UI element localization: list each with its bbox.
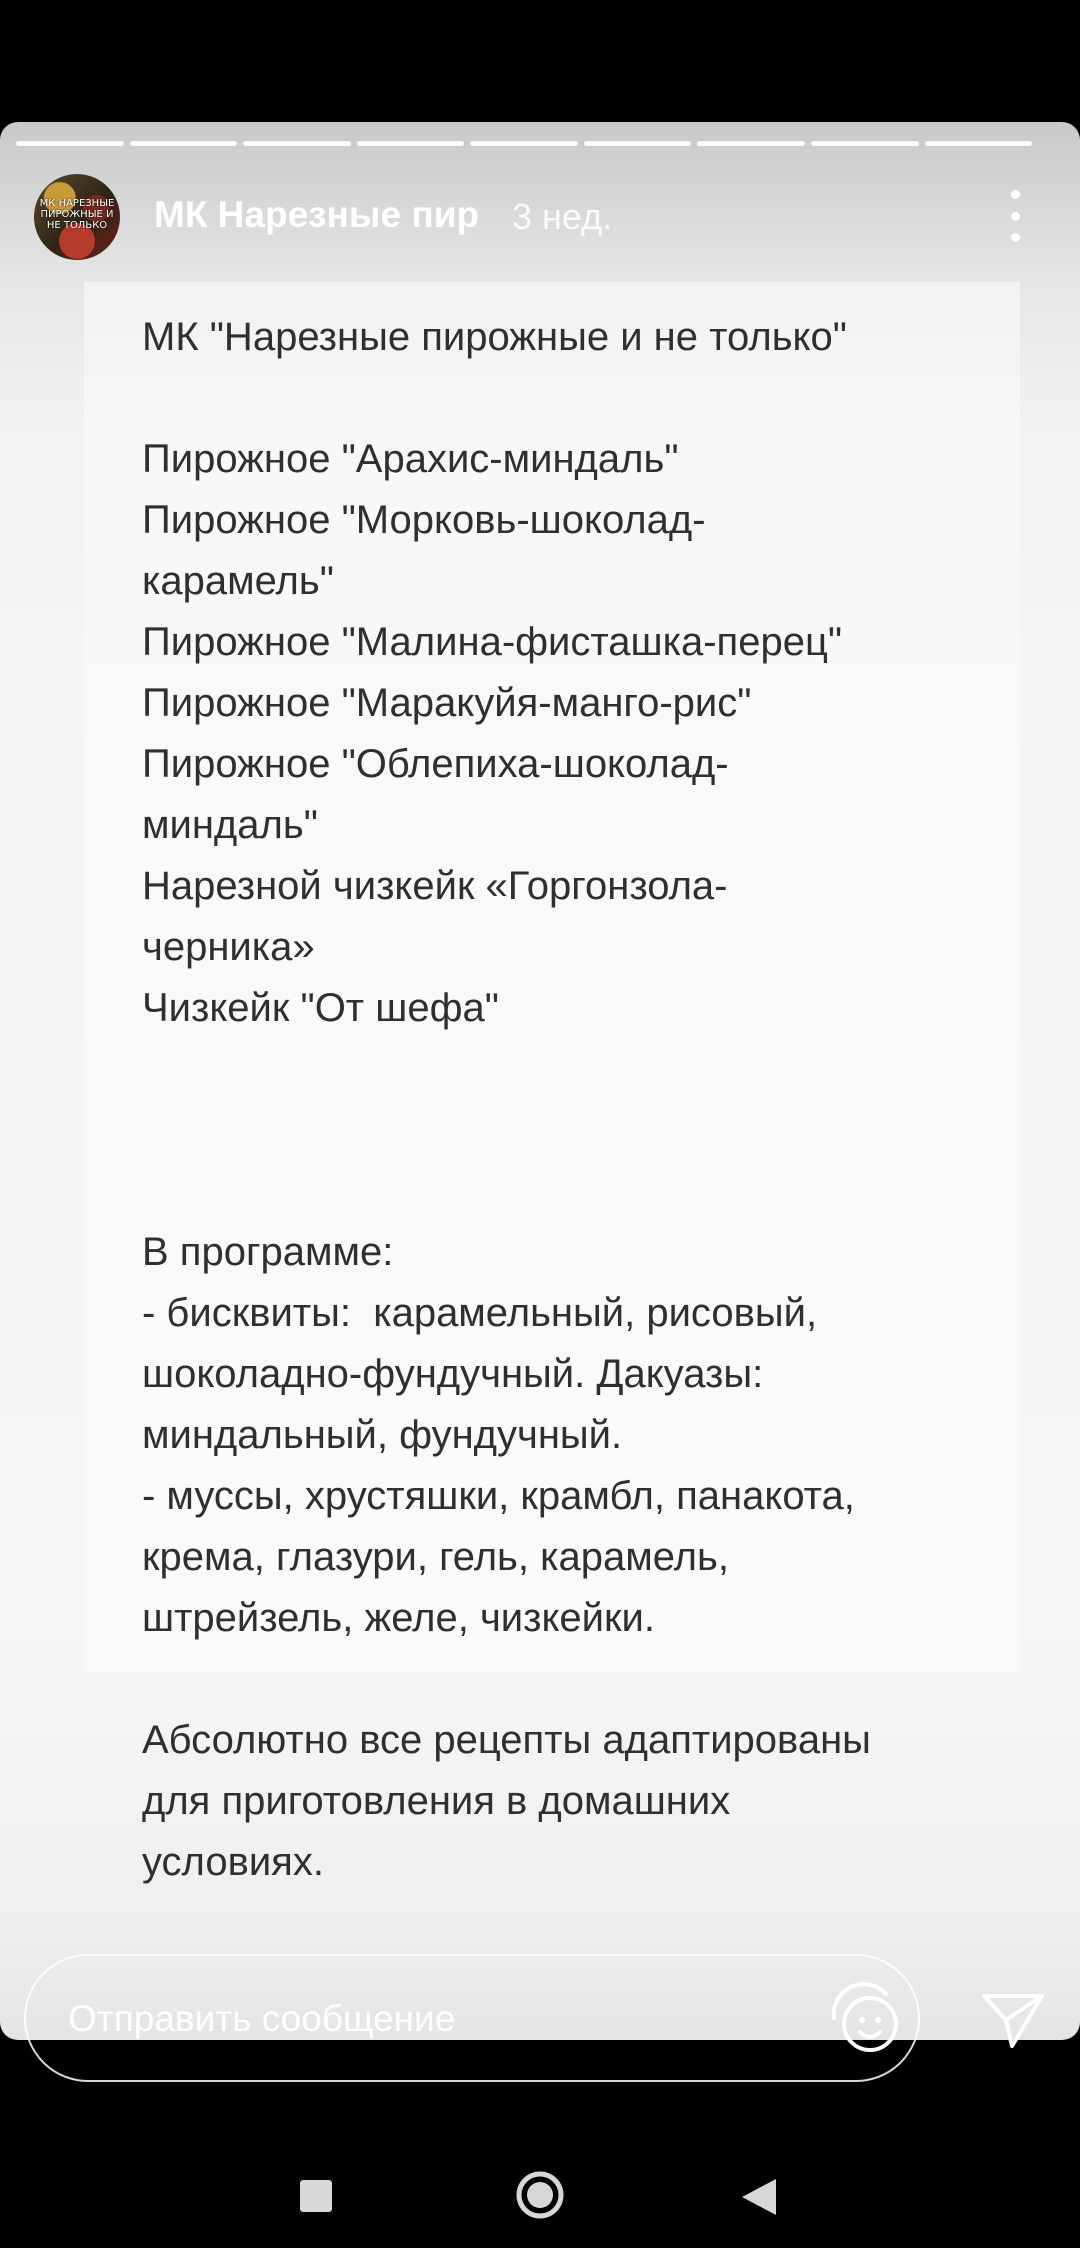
progress-segment [584, 141, 692, 146]
more-vertical-icon [1011, 190, 1020, 199]
avatar-caption: МК НАРЕЗНЫЕ ПИРОЖНЫЕ И НЕ ТОЛЬКО [39, 198, 115, 231]
story-text-line: Пирожное "Облепиха-шоколад- [142, 742, 729, 786]
story-text-line: миндаль" [142, 803, 318, 847]
avatar[interactable] [34, 174, 120, 260]
story-text-line: - бисквиты: карамельный, рисовый, [142, 1291, 818, 1335]
progress-segment [470, 141, 578, 146]
story-progress [16, 141, 1032, 146]
progress-segment [697, 141, 805, 146]
story-header [0, 172, 1080, 292]
status-bar [0, 0, 1080, 122]
story-text-line: для приготовления в домашних [142, 1779, 731, 1823]
progress-segment [925, 141, 1033, 146]
story-text-line: Пирожное "Морковь-шоколад- [142, 498, 706, 542]
story-text-line: черника» [142, 925, 315, 969]
recents-square-icon[interactable] [300, 2180, 332, 2212]
sticker-icon[interactable] [826, 1978, 906, 2058]
story-text-line: условиях. [142, 1840, 324, 1884]
system-nav-bar [0, 2100, 1080, 2248]
progress-segment [811, 141, 919, 146]
story-text-line: Пирожное "Малина-фисташка-перец" [142, 620, 843, 664]
more-options-button[interactable] [995, 190, 1035, 242]
story-text-line [142, 1161, 972, 1222]
story-text-line: Пирожное "Маракуйя-манго-рис" [142, 681, 752, 725]
story-text-line: шоколадно-фундучный. Дакуазы: [142, 1352, 764, 1396]
message-input[interactable] [24, 1954, 920, 2082]
account-name[interactable]: МК Нарезные пир [154, 194, 480, 235]
story-text-line [142, 1039, 972, 1100]
story-text-line: Абсолютно все рецепты адаптированы [142, 1718, 871, 1762]
more-dot [1011, 233, 1020, 242]
story-text-line: миндальный, фундучный. [142, 1413, 623, 1457]
story-text-line: МК "Нарезные пирожные и не только" [142, 315, 847, 359]
story-text-line: крема, глазури, гель, карамель, [142, 1535, 729, 1579]
progress-segment [16, 141, 124, 146]
story-time: 3 нед. [512, 196, 613, 237]
story-view[interactable] [0, 122, 1080, 2040]
story-text-line: - муссы, хрустяшки, крамбл, панакота, [142, 1474, 855, 1518]
story-text-line: карамель" [142, 559, 334, 603]
story-text [142, 307, 972, 1893]
story-text-line [142, 1649, 972, 1710]
story-text-line: Пирожное "Арахис-миндаль" [142, 437, 679, 481]
story-text-line [142, 1100, 972, 1161]
story-text-line: Нарезной чизкейк «Горгонзола- [142, 864, 728, 908]
progress-segment [357, 141, 465, 146]
back-triangle-icon[interactable] [738, 2176, 778, 2218]
story-text-line: В программе: [142, 1230, 394, 1274]
story-text-line [142, 368, 972, 429]
story-text-line: Чизкейк "От шефа" [142, 986, 499, 1030]
more-dot [1011, 212, 1020, 221]
message-placeholder: Отправить сообщение [68, 1998, 456, 2039]
story-text-line: штрейзель, желе, чизкейки. [142, 1596, 655, 1640]
home-circle-icon[interactable] [515, 2170, 565, 2220]
send-icon[interactable] [980, 1990, 1046, 2050]
progress-segment [243, 141, 351, 146]
progress-segment [130, 141, 238, 146]
